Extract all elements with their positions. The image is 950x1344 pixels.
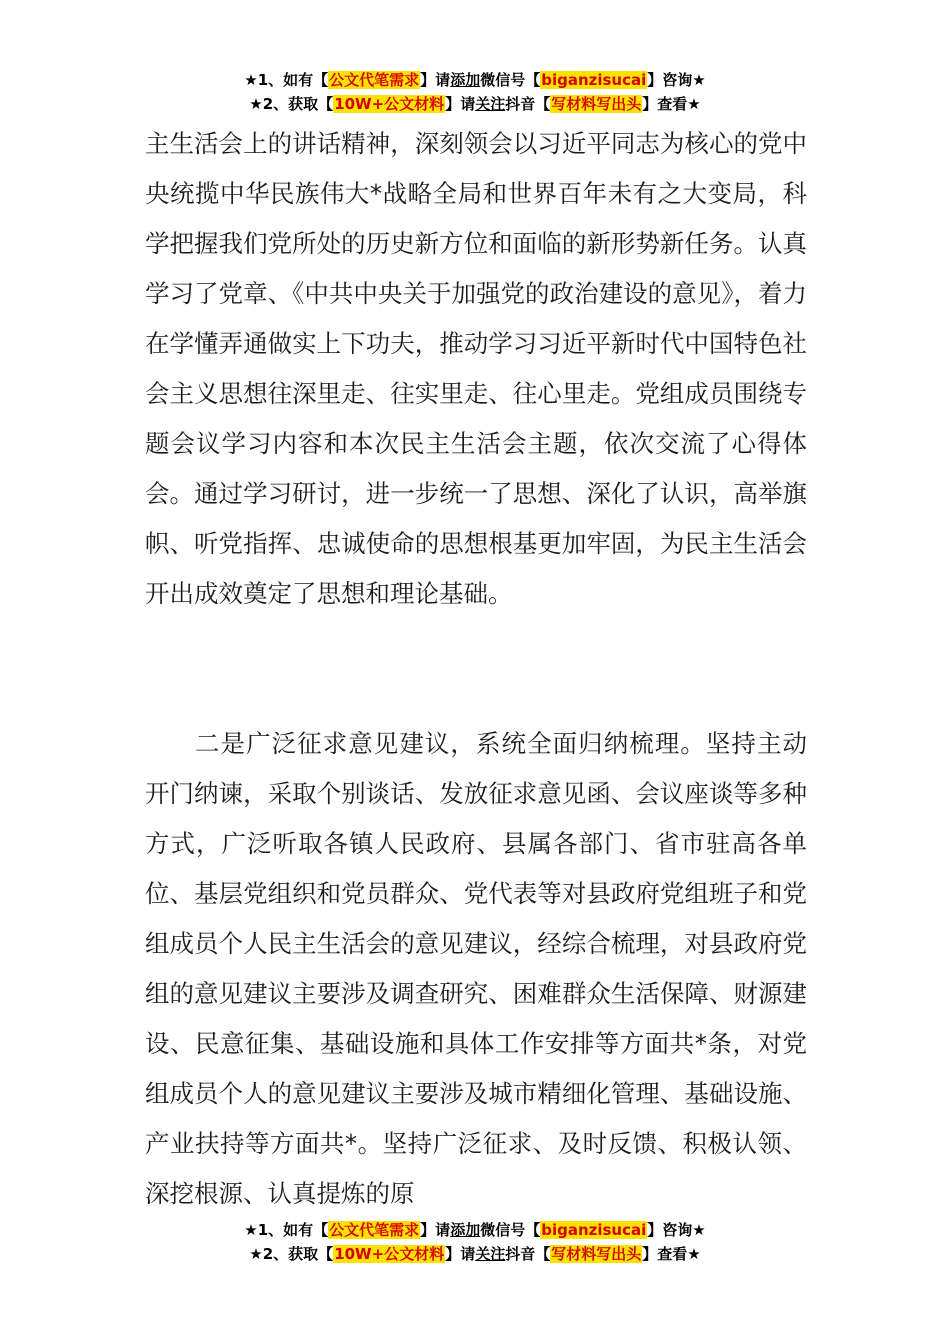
banner-highlight: 公文代笔需求 [329,1221,420,1239]
banner-line-2 [0,92,950,116]
banner-text: 抖音【 [505,1245,551,1263]
banner-highlight: 写材料写出头 [551,95,642,113]
banner-line-1 [0,1218,950,1242]
banner-highlight: biganzisucai [541,1221,647,1239]
banner-text: 】请 [420,71,451,89]
banner-underline: 关注 [475,95,506,113]
banner-text: ★1、如有【 [244,71,329,89]
banner-underline: 关注 [475,1245,506,1263]
banner-text: 】请 [420,1221,451,1239]
banner-text: 】咨询★ [647,71,706,89]
banner-text: ★2、获取【 [249,95,334,113]
banner-highlight: 公文代笔需求 [329,71,420,89]
banner-highlight: 写材料写出头 [551,1245,642,1263]
banner-text: ★2、获取【 [249,1245,334,1263]
banner-highlight: 10W+公文材料 [334,95,445,113]
banner-text: ★1、如有【 [244,1221,329,1239]
footer-banner [0,1218,950,1266]
banner-highlight: 10W+公文材料 [334,1245,445,1263]
header-banner [0,68,950,116]
banner-text: 】请 [445,95,476,113]
banner-text: 微信号【 [480,1221,541,1239]
banner-text: 】查看★ [642,95,701,113]
body-paragraph-1: 主生活会上的讲话精神，深刻领会以习近平同志为核心的党中央统揽中华民族伟大*战略全局和世界百年未有之大变局，科学把握我们党所处的历史新方位和面临的新形势新任务。认真学习了党章、《中共中央关于加强党的政治建设的意见》，着力在学懂弄通做实上下功夫，推动学习习近平新时代中国特色社会主义思想往深里走、往实里走、往心里走。党组成员围绕专题会议学习内容和本次民主生活会主题，依次交流了心得体会。通过学习研讨，进一步统一了思想、深化了认识，高举旗帜、听党指挥、忠诚使命的思想根基更加牢固，为民主生活会开出成效奠定了思想和理论基础。 [145,129,807,608]
banner-text: 微信号【 [480,71,541,89]
banner-text: 抖音【 [505,95,551,113]
banner-highlight: biganzisucai [541,71,647,89]
banner-line-2 [0,1242,950,1266]
body-paragraph-2: 二是广泛征求意见建议，系统全面归纳梳理。坚持主动开门纳谏，采取个别谈话、发放征求意见函、会议座谈等多种方式，广泛听取各镇人民政府、县属各部门、省市驻高各单位、基层党组织和党员群众、党代表等对县政府党组班子和党组成员个人民主生活会的意见建议，经综合梳理，对县政府党组的意见建议主要涉及调查研究、困难群众生活保障、财源建设、民意征集、基础设施和具体工作安排等方面共*条，对党组成员个人的意见建议主要涉及城市精细化管理、基础设施、产业扶持等方面共*。坚持广泛征求、及时反馈、积极认领、深挖根源、认真提炼的原 [145,729,807,1208]
banner-text: 】查看★ [642,1245,701,1263]
banner-line-1 [0,68,950,92]
banner-text: 】咨询★ [647,1221,706,1239]
banner-underline: 添加 [450,71,481,89]
banner-underline: 添加 [450,1221,481,1239]
banner-text: 】请 [445,1245,476,1263]
